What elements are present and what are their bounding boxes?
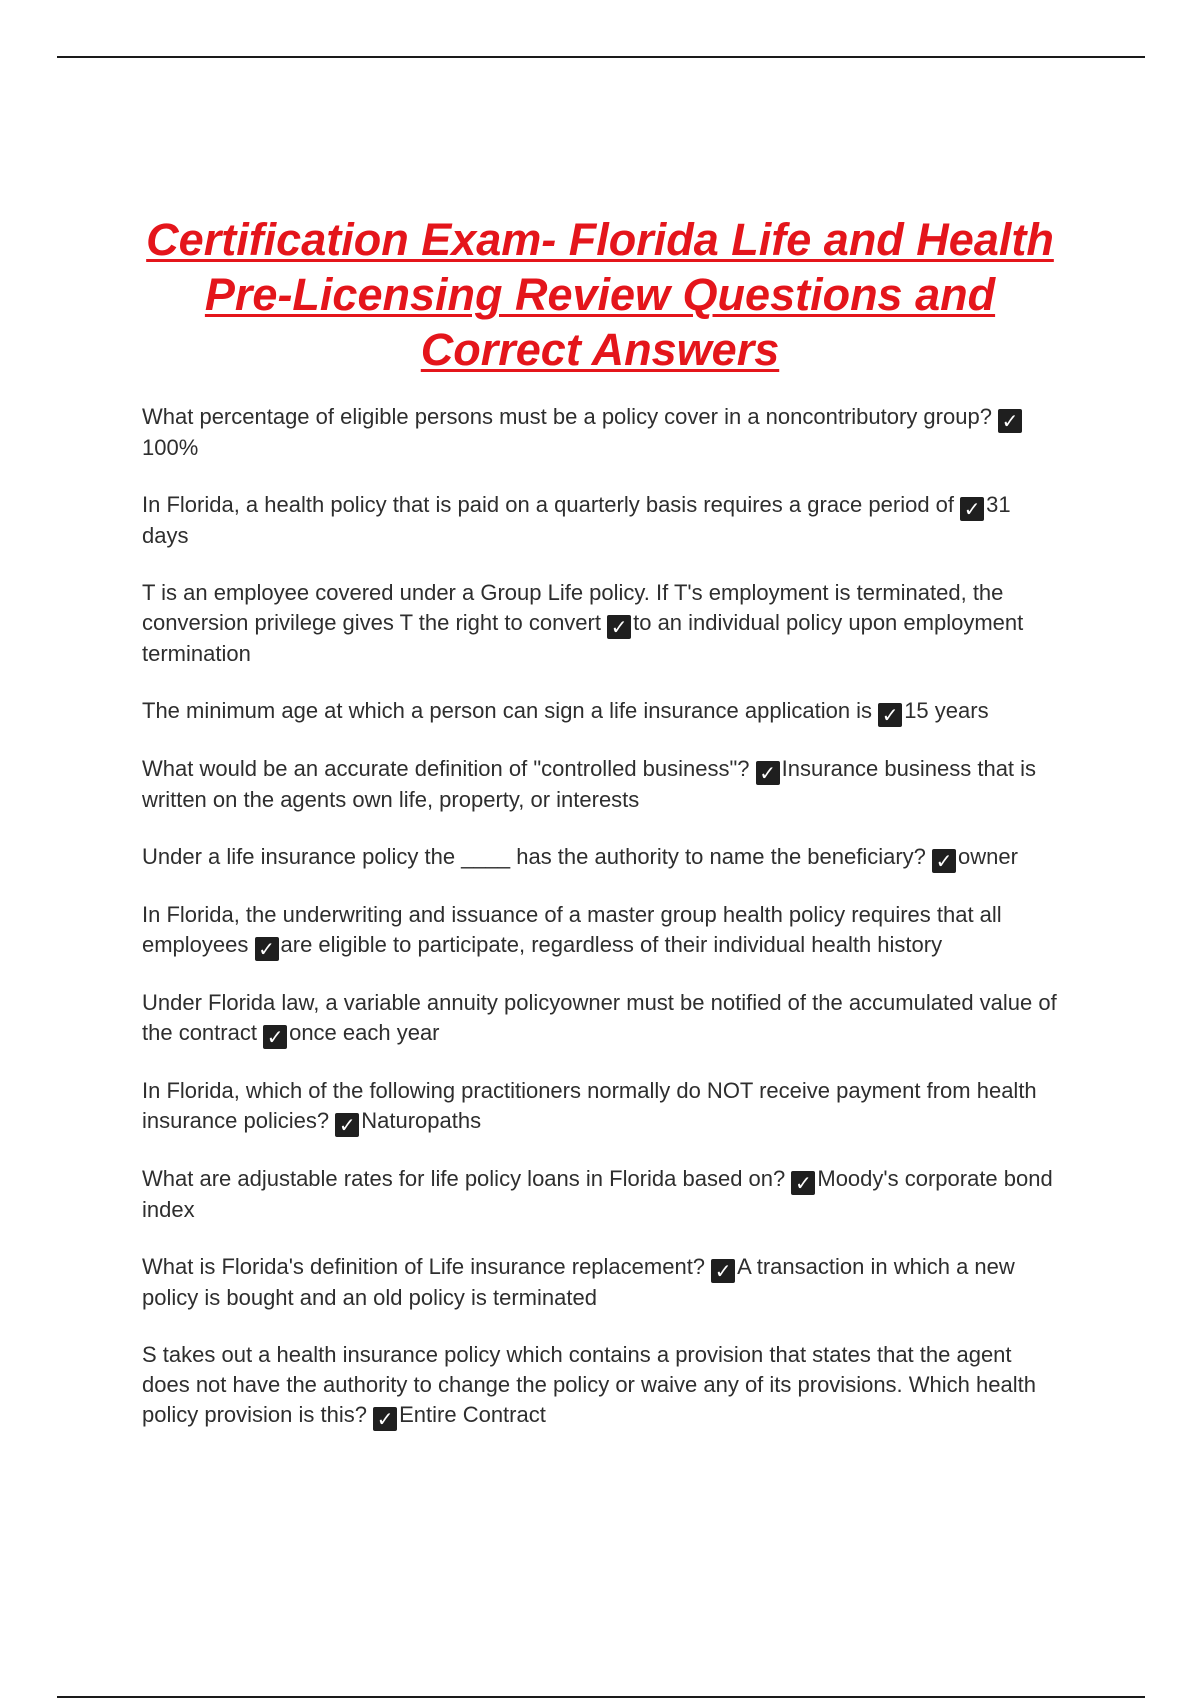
- answer-text: are eligible to participate, regardless of their individual health history: [280, 932, 943, 957]
- answer-text: once each year: [289, 1020, 440, 1045]
- answer-text: to an individual policy upon employment termination: [142, 610, 1024, 666]
- answer-text: Naturopaths: [361, 1108, 482, 1133]
- question-text: What percentage of eligible persons must be a policy cover in a noncontributory group?: [142, 404, 992, 429]
- qa-item: [142, 842, 1062, 873]
- document-title: Certification Exam- Florida Life and Health Pre-Licensing Review Questions and Correct Answers: [146, 214, 1054, 375]
- checkmark-icon: ✓: [263, 1025, 287, 1049]
- answer-text: 31 days: [142, 492, 1011, 548]
- checkmark-icon: ✓: [960, 497, 984, 521]
- checkmark-icon: ✓: [756, 761, 780, 785]
- qa-item: [142, 578, 1062, 669]
- top-rule: [57, 56, 1145, 58]
- answer-text: Insurance business that is written on the agents own life, property, or interests: [142, 756, 1037, 812]
- qa-item: [142, 900, 1062, 961]
- checkmark-icon: ✓: [335, 1113, 359, 1137]
- answer-text: Moody's corporate bond index: [142, 1166, 1053, 1222]
- checkmark-icon: ✓: [932, 849, 956, 873]
- answer-text: 100%: [142, 435, 199, 460]
- qa-item: [142, 754, 1062, 815]
- question-text: In Florida, which of the following practitioners normally do NOT receive payment from health insurance policies?: [142, 1078, 1037, 1133]
- qa-item: [142, 988, 1062, 1049]
- qa-item: [142, 1164, 1062, 1225]
- answer-text: A transaction in which a new policy is bought and an old policy is terminated: [142, 1254, 1015, 1310]
- qa-item: [142, 1252, 1062, 1313]
- checkmark-icon: ✓: [711, 1259, 735, 1283]
- checkmark-icon: ✓: [373, 1407, 397, 1431]
- question-text: The minimum age at which a person can sign a life insurance application is: [142, 698, 873, 723]
- question-text: What would be an accurate definition of "controlled business"?: [142, 756, 750, 781]
- question-text: What is Florida's definition of Life insurance replacement?: [142, 1254, 706, 1279]
- checkmark-icon: ✓: [791, 1171, 815, 1195]
- qa-item: [142, 1076, 1062, 1137]
- checkmark-icon: ✓: [998, 409, 1022, 433]
- bottom-rule: [57, 1696, 1145, 1698]
- question-text: In Florida, the underwriting and issuance of a master group health policy requires that all employees: [142, 902, 1002, 957]
- question-text: In Florida, a health policy that is paid on a quarterly basis requires a grace period of: [142, 492, 955, 517]
- qa-item: [142, 1340, 1062, 1431]
- qa-item: [142, 490, 1062, 551]
- question-text: T is an employee covered under a Group Life policy. If T's employment is terminated, the conversion privilege gives T the right to convert: [142, 580, 1004, 635]
- question-text: What are adjustable rates for life policy loans in Florida based on?: [142, 1166, 786, 1191]
- checkmark-icon: ✓: [255, 937, 279, 961]
- answer-text: owner: [958, 844, 1018, 869]
- qa-item: [142, 696, 1062, 727]
- checkmark-icon: ✓: [607, 615, 631, 639]
- answer-text: 15 years: [904, 698, 989, 723]
- question-text: S takes out a health insurance policy which contains a provision that states that the agent does not have the authority to change the policy or waive any of its provisions. Which health policy provision is this?: [142, 1342, 1036, 1427]
- qa-item: [142, 402, 1062, 463]
- question-text: Under Florida law, a variable annuity policyowner must be notified of the accumulated value of the contract: [142, 990, 1057, 1045]
- qa-list: [142, 402, 1062, 1458]
- checkmark-icon: ✓: [878, 703, 902, 727]
- answer-text: Entire Contract: [399, 1402, 546, 1427]
- question-text: Under a life insurance policy the ____ has the authority to name the beneficiary?: [142, 844, 926, 869]
